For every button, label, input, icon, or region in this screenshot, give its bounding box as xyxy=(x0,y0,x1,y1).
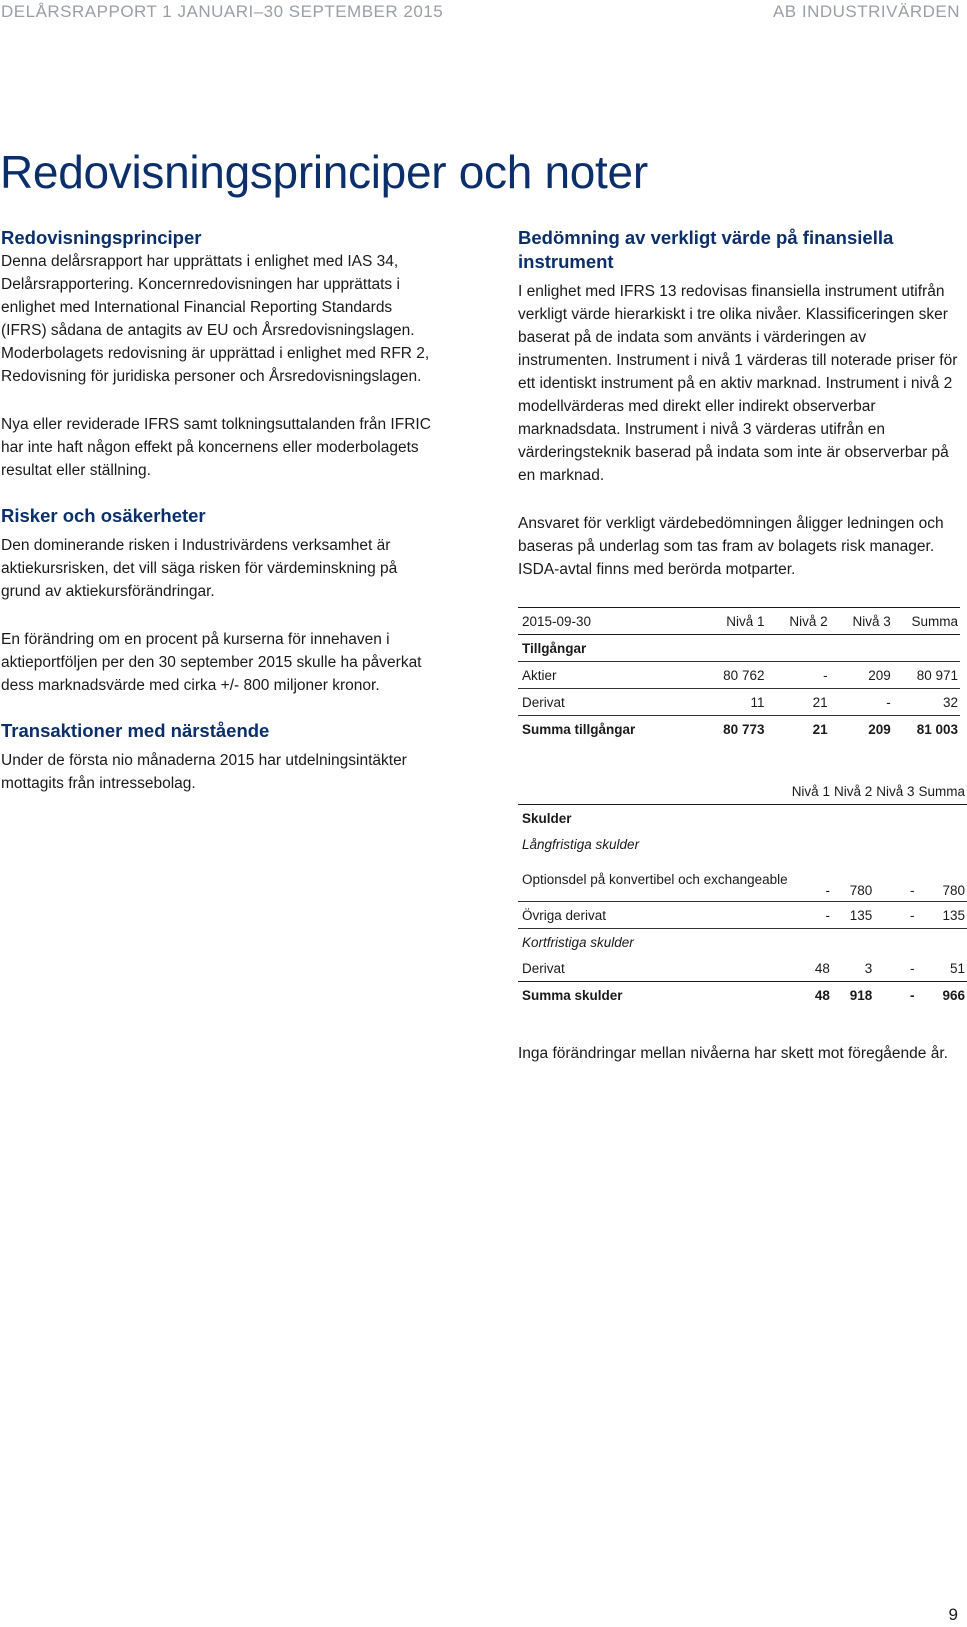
cell: 780 xyxy=(832,857,874,902)
row-label: Derivat xyxy=(522,960,565,976)
cell: 21 xyxy=(766,689,829,716)
cell: 780 xyxy=(916,857,967,902)
risks-paragraph-1: Den dominerande risken i Industrivärdens verksamhet är aktiekursrisken, det vill säga risken för värdeminskning på grund av aktiekursförändringar. xyxy=(1,537,398,600)
col-header: Nivå 2 xyxy=(766,608,829,635)
group-label: Tillgångar xyxy=(518,635,699,662)
left-column xyxy=(1,226,431,795)
right-column xyxy=(518,226,965,1065)
cell: - xyxy=(874,857,916,902)
col-header: Nivå 1 xyxy=(699,608,766,635)
table-date: 2015-09-30 xyxy=(518,608,699,635)
table-header-row xyxy=(518,778,967,805)
cell: 51 xyxy=(949,960,965,976)
cell: - xyxy=(909,960,915,976)
row-label: Summa tillgångar xyxy=(522,721,636,737)
page-number: 9 xyxy=(948,1605,958,1624)
row-label: Optionsdel på konvertibel och exchangeable xyxy=(518,857,790,902)
table-row xyxy=(518,857,967,902)
subgroup-label: Långfristiga skulder xyxy=(522,836,640,852)
row-label: Övriga derivat xyxy=(518,902,790,929)
section-heading-fair-value: Bedömning av verkligt värde på finansiella instrument xyxy=(518,227,894,272)
col-header: Nivå 1 xyxy=(790,778,832,805)
cell: 135 xyxy=(916,902,967,929)
table-row xyxy=(518,662,960,689)
section-heading-related-parties: Transaktioner med närstående xyxy=(1,720,270,741)
cell: 32 xyxy=(893,689,960,716)
total-row xyxy=(518,982,967,1009)
cell: - xyxy=(766,662,829,689)
cell: 80 971 xyxy=(893,662,960,689)
principles-paragraph-1: Denna delårsrapport har upprättats i enlighet med IAS 34, Delårsrapportering. Koncernredovisningen har upprättats i enlighet med International Financial Reporting Standards (IFRS) sådana de antagits av EU och Årsredovisningslagen. Moderbolagets redovisning är upprättad i enlighet med RFR 2, Redovisning för juridiska personer och Årsredovisningslagen. xyxy=(1,253,430,385)
level-changes-note: Inga förändringar mellan nivåerna har skett mot föregående år. xyxy=(518,1045,948,1062)
cell: 80 773 xyxy=(723,721,765,737)
cell: 21 xyxy=(812,721,828,737)
cell: - xyxy=(874,902,916,929)
table-row xyxy=(518,955,967,982)
subgroup-label: Kortfristiga skulder xyxy=(522,934,634,950)
cell: 918 xyxy=(832,982,874,1009)
principles-paragraph-2: Nya eller reviderade IFRS samt tolkningsuttalanden från IFRIC har inte haft någon effekt på koncernens eller moderbolagets resultat eller ställning. xyxy=(1,416,431,479)
subgroup-row xyxy=(518,831,967,857)
col-header: Nivå 3 xyxy=(830,608,893,635)
col-header: Summa xyxy=(893,608,960,635)
cell: - xyxy=(790,902,832,929)
total-row xyxy=(518,716,960,743)
group-row xyxy=(518,635,960,662)
liabilities-fair-value-table xyxy=(518,778,967,1008)
cell: - xyxy=(830,689,893,716)
assets-fair-value-table xyxy=(518,607,960,742)
table-header-row xyxy=(518,608,960,635)
running-header-left: DELÅRSRAPPORT 1 JANUARI–30 SEPTEMBER 2015 xyxy=(1,2,444,21)
cell: 80 762 xyxy=(699,662,766,689)
cell: 48 xyxy=(790,982,832,1009)
section-heading-risks: Risker och osäkerheter xyxy=(1,505,206,526)
row-label: Aktier xyxy=(518,662,699,689)
cell: 209 xyxy=(868,721,891,737)
row-label: Summa skulder xyxy=(518,982,790,1009)
fair-value-paragraph-2: Ansvaret för verkligt värdebedömningen åligger ledningen och baseras på underlag som tas fram av bolagets risk manager. ISDA-avtal finns med berörda motparter. xyxy=(518,515,944,578)
cell: - xyxy=(874,982,916,1009)
col-header: Nivå 2 xyxy=(832,778,874,805)
table-row xyxy=(518,689,960,716)
cell: 209 xyxy=(830,662,893,689)
cell: 966 xyxy=(916,982,967,1009)
cell: 11 xyxy=(699,689,766,716)
running-header-right: AB INDUSTRIVÄRDEN xyxy=(772,2,960,21)
cell: 48 xyxy=(814,960,830,976)
table-row xyxy=(518,902,967,929)
cell: 135 xyxy=(832,902,874,929)
cell: 3 xyxy=(864,960,873,976)
risks-paragraph-2: En förändring om en procent på kurserna för innehaven i aktieportföljen per den 30 september 2015 skulle ha påverkat dess marknadsvärde med cirka +/- 800 miljoner kronor. xyxy=(1,631,422,694)
group-label: Skulder xyxy=(522,810,572,826)
section-heading-principles: Redovisningsprinciper xyxy=(1,227,202,248)
subgroup-row xyxy=(518,929,967,956)
cell: 81 003 xyxy=(916,721,958,737)
col-header: Summa xyxy=(916,778,967,805)
related-parties-paragraph: Under de första nio månaderna 2015 har utdelningsintäkter mottagits från intressebolag. xyxy=(1,752,407,792)
row-label: Derivat xyxy=(518,689,699,716)
col-header: Nivå 3 xyxy=(874,778,916,805)
fair-value-paragraph-1: I enlighet med IFRS 13 redovisas finansiella instrument utifrån verkligt värde hierarkiskt i tre olika nivåer. Klassificeringen sker baserat på de indata som använts i värderingen av instrumenten. Instrument i nivå 1 värderas till noterade priser för ett identiskt instrument på en aktiv marknad. Instrument i nivå 2 modellvärderas med direkt eller indirekt observerbar marknadsdata. Instrument i nivå 3 värderas utifrån en värderingsteknik baserad på indata som inte är observerbar på en marknad. xyxy=(518,283,958,484)
page-title: Redovisningsprinciper och noter xyxy=(0,146,648,198)
group-row xyxy=(518,805,967,832)
cell: - xyxy=(790,857,832,902)
